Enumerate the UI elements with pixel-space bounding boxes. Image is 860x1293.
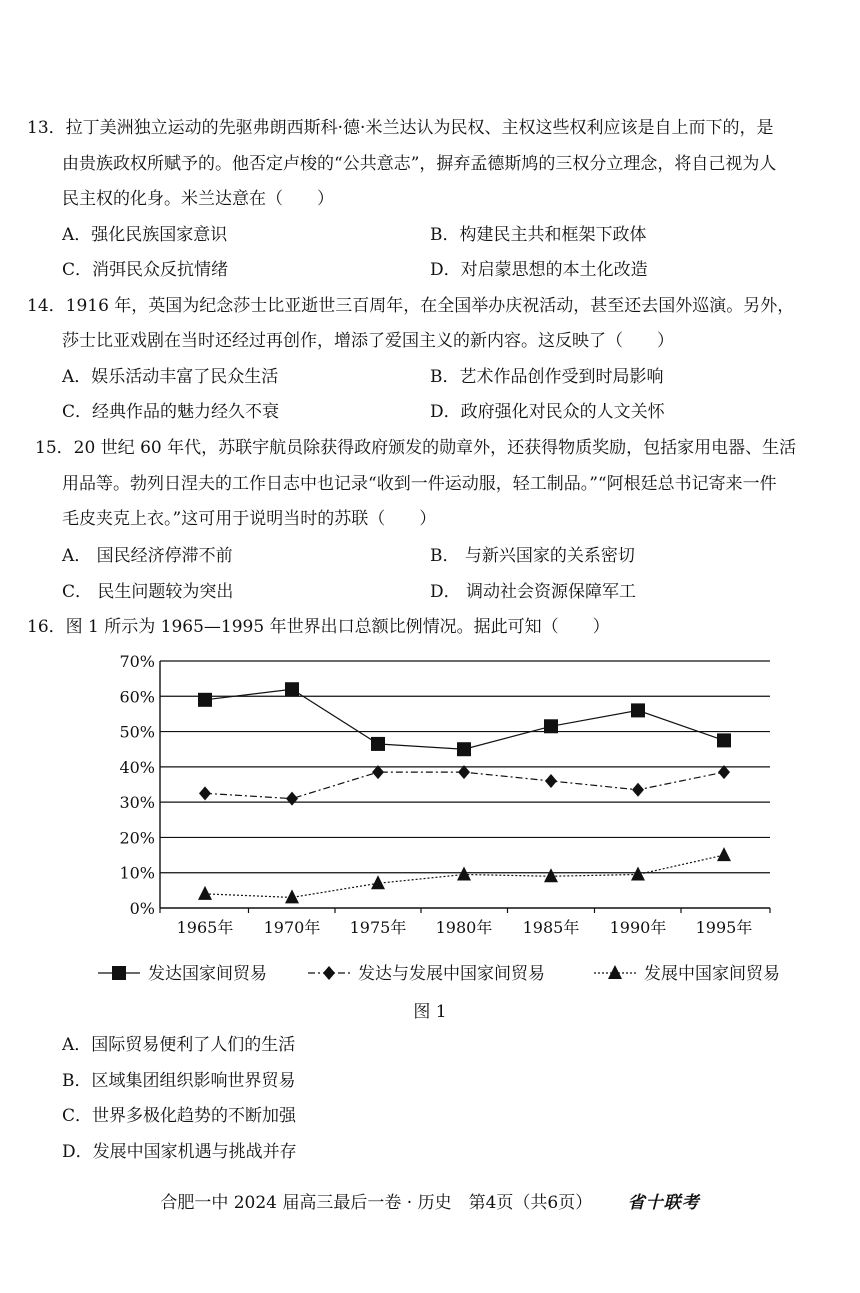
x-tick-label: 1965年: [176, 918, 234, 937]
q14-option-d: D．政府强化对民众的人文关怀: [430, 402, 665, 422]
x-tick-label: 1970年: [263, 918, 321, 937]
series-square: [198, 682, 731, 756]
q13-line-1: 13．拉丁美洲独立运动的先驱弗朗西斯科·德·米兰达认为民权、主权这些权利应该是自上而下的，是: [27, 118, 774, 138]
q15-option-d: D． 调动社会资源保障军工: [430, 582, 637, 602]
x-tick-label: 1995年: [695, 918, 753, 937]
q14-option-a: A．娱乐活动丰富了民众生活: [62, 367, 279, 387]
square-marker: [544, 719, 558, 733]
series-diamond: [199, 765, 730, 805]
y-tick-label: 10%: [119, 863, 155, 883]
q16-option-d: D．发展中国家机遇与挑战并存: [62, 1142, 297, 1162]
q15-option-a: A． 国民经济停滞不前: [62, 546, 233, 566]
q14-line-2: 莎士比亚戏剧在当时还经过再创作，增添了爱国主义的新内容。这反映了（ ）: [62, 331, 674, 351]
q16-option-b: B．区域集团组织影响世界贸易: [62, 1071, 296, 1091]
square-marker: [198, 693, 212, 707]
triangle-marker: [371, 875, 385, 889]
y-tick-label: 40%: [119, 757, 155, 777]
q13-option-d: D．对启蒙思想的本土化改造: [430, 260, 648, 280]
chart-caption: 图 1: [413, 1002, 447, 1022]
y-tick-label: 70%: [119, 652, 155, 671]
footer-brand: 省十联考: [627, 1193, 700, 1213]
q15-line-2: 用品等。勃列日涅夫的工作日志中也记录“收到一件运动服，轻工制品。”“阿根廷总书记寄来一件: [62, 474, 777, 494]
trade-line-chart: [0, 645, 860, 1025]
triangle-marker: [631, 866, 645, 880]
q13-line-3: 民主权的化身。米兰达意在（ ）: [62, 189, 334, 209]
diamond-marker: [632, 783, 644, 797]
diamond-marker: [286, 792, 298, 806]
square-marker: [457, 742, 471, 756]
triangle-marker: [544, 868, 558, 882]
y-tick-label: 0%: [129, 899, 155, 918]
q16-option-a: A．国际贸易便利了人们的生活: [62, 1035, 296, 1055]
q16-line-1: 16．图 1 所示为 1965—1995 年世界出口总额比例情况。据此可知（ ）: [27, 617, 610, 637]
q15-option-b: B． 与新兴国家的关系密切: [430, 546, 635, 566]
series-line: [205, 689, 724, 749]
q15-option-c: C． 民生问题较为突出: [62, 582, 234, 602]
legend-item: [308, 964, 545, 984]
x-tick-label: 1990年: [609, 918, 667, 937]
q13-line-2: 由贵族政权所赋予的。他否定卢梭的“公共意志”，摒弃孟德斯鸠的三权分立理念，将自己视为人: [62, 154, 777, 174]
q14-option-b: B．艺术作品创作受到时局影响: [430, 367, 664, 387]
legend-label: 发展中国家间贸易: [644, 964, 780, 984]
x-tick-label: 1985年: [522, 918, 580, 937]
legend-label: 发达与发展中国家间贸易: [358, 964, 545, 984]
page-footer: [0, 1188, 860, 1213]
legend-item: [594, 964, 780, 984]
y-tick-label: 30%: [119, 793, 155, 813]
triangle-marker: [198, 886, 212, 900]
q14-option-c: C．经典作品的魅力经久不衰: [62, 402, 280, 422]
y-tick-label: 50%: [119, 722, 155, 742]
q13-option-c: C．消弭民众反抗情绪: [62, 260, 229, 280]
x-tick-label: 1980年: [435, 918, 493, 937]
y-axis-ticks: [119, 652, 155, 918]
footer-text: 合肥一中 2024 届高三最后一卷 · 历史 第4页（共6页）: [160, 1193, 593, 1213]
diamond-marker: [199, 786, 211, 800]
legend-label: 发达国家间贸易: [148, 964, 267, 984]
square-marker: [285, 682, 299, 696]
square-marker: [717, 733, 731, 747]
q15-line-1: 15．20 世纪 60 年代，苏联宇航员除获得政府颁发的勋章外，还获得物质奖励，包括家用电器、生活: [35, 438, 797, 458]
legend-item: [98, 964, 267, 984]
q13-option-a: A．强化民族国家意识: [62, 225, 228, 245]
q16-option-c: C．世界多极化趋势的不断加强: [62, 1106, 297, 1126]
chart-legend: [98, 964, 780, 984]
triangle-marker: [717, 847, 731, 861]
diamond-marker: [323, 966, 335, 980]
x-axis-ticks: [177, 918, 753, 937]
square-marker: [112, 966, 126, 980]
diamond-marker: [545, 774, 557, 788]
q14-line-1: 14．1916 年，英国为纪念莎士比亚逝世三百周年，在全国举办庆祝活动，甚至还去国外巡演。另外，: [27, 296, 795, 316]
square-marker: [631, 703, 645, 717]
y-tick-label: 60%: [119, 687, 155, 707]
triangle-marker: [457, 866, 471, 880]
square-marker: [371, 737, 385, 751]
x-tick-label: 1975年: [349, 918, 407, 937]
q15-line-3: 毛皮夹克上衣。”这可用于说明当时的苏联（ ）: [62, 509, 437, 529]
y-tick-label: 20%: [119, 828, 155, 848]
chart-series: [198, 682, 731, 903]
triangle-marker: [608, 965, 622, 979]
q13-option-b: B．构建民主共和框架下政体: [430, 225, 647, 245]
series-triangle: [198, 847, 731, 903]
